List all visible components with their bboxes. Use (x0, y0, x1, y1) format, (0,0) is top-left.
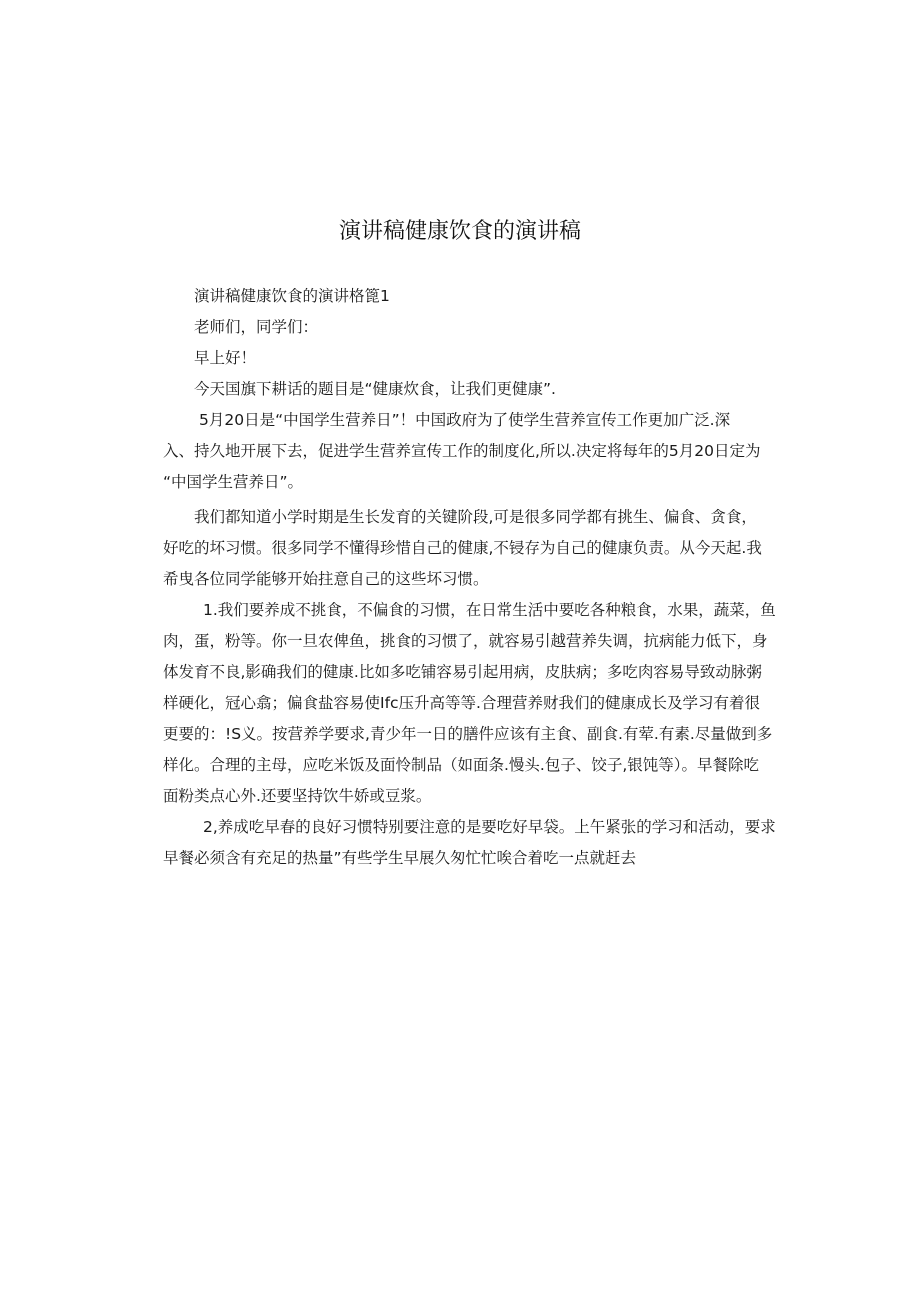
text-line: 样化。合理的主母，应吃米饭及面怜制品（如面条.慢头.包子、饺子,银饨等）。早餐除吃 (163, 756, 760, 774)
text-line: 2,养成吃早春的良好习惯特别要注意的是要吃好早袋。上午紧张的学习和活动，要求 (203, 818, 776, 836)
document-title: 演讲稿健康饮食的演讲稿 (338, 219, 581, 244)
text-line: 希曳各位同学能够开始拄意自己的这些坏习惯。 (163, 570, 489, 588)
text-line: 1.我们要养成不挑食，不偏食的习惯，在日常生活中要吃各种粮食，水果，蔬菜，鱼 (203, 601, 776, 619)
text-line: 体发育不良,影确我们的健康.比如多吃铺容易引起用病，皮肤病；多吃肉容易导致动脉粥 (163, 663, 762, 681)
text-line: 入、持久地开展下去，促进学生营养宣传工作的制度化,所以.决定将每年的5月20日定为 (163, 442, 761, 460)
text-line: 好吃的坏习惯。很多同学不懂得珍惜自己的健康,不锓存为自己的健康负责。从今天起.我 (163, 539, 762, 557)
text-line: “中国学生营养日”。 (163, 473, 304, 491)
text-line: 样硬化，冠心翕；偏食盐容易使Ifc压升高等等.合理营养财我们的健康成长及学习有着很 (163, 694, 760, 712)
text-line: 早餐必须含有充足的热量”有些学生早展久匆忙忙唉合着吃一点就赶去 (163, 849, 637, 867)
text-line: 老师们，同学们： (194, 318, 319, 336)
document-body (163, 281, 776, 874)
text-line: 我们都知道小学时期是生长发育的关键阶段,可是很多同学都有挑生、偏食、贪食， (194, 508, 757, 526)
text-line: 今天国旗下耕话的题目是“健康炊食，让我们更健康”. (194, 380, 556, 398)
text-line: 早上好！ (194, 349, 257, 367)
text-line: 5月20日是“中国学生营养日”！中国政府为了使学生营养宣传工作更加广泛.深 (199, 411, 731, 429)
text-line: 面粉类点心外.还要坚持饮牛娇或豆浆。 (163, 787, 432, 805)
text-line: 更要的：!S义。按营养学要求,青少年一日的膳件应该有主食、副食.有荤.有素.尽量做到多 (163, 725, 773, 743)
text-line: 肉，蛋，粉等。你一旦农俾鱼，挑食的习惯了，就容易引越营养失调，抗病能力低下，身 (163, 632, 768, 650)
text-line: 演讲稿健康饮食的演讲格篦1 (194, 287, 390, 305)
